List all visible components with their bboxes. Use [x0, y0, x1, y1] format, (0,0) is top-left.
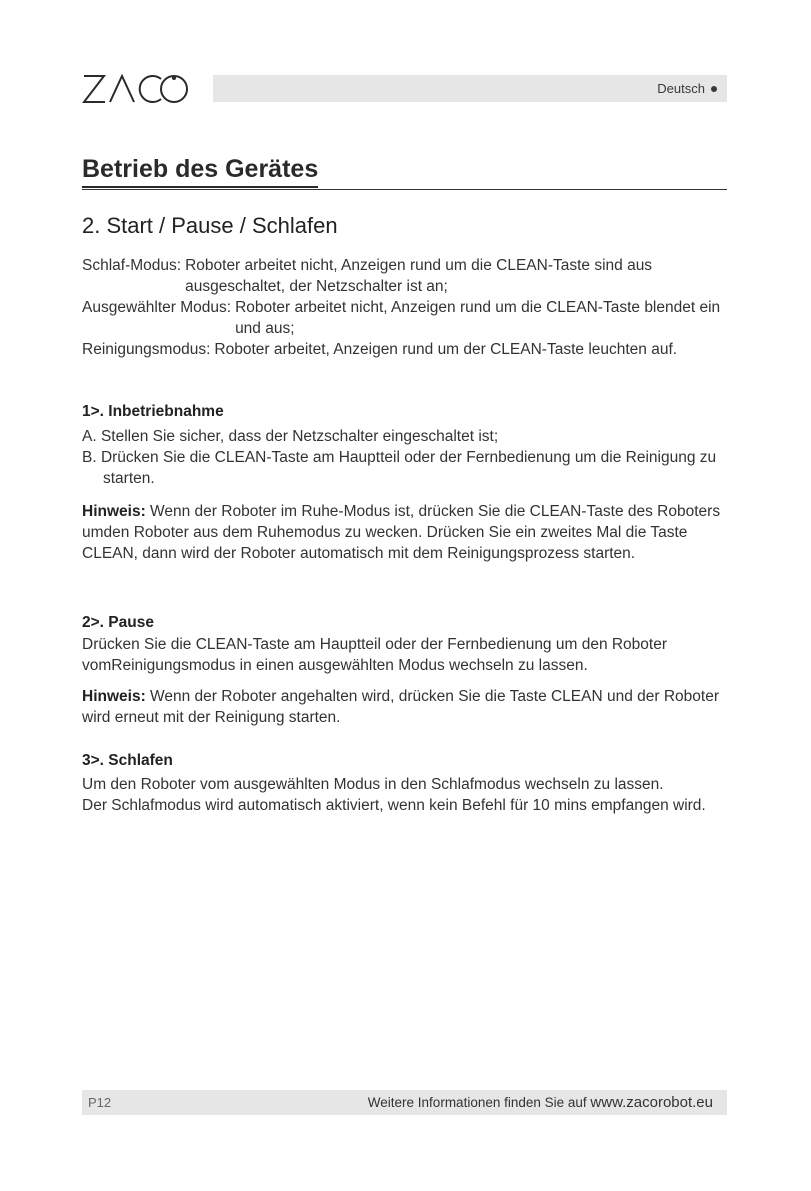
footer-info	[368, 1094, 713, 1111]
mode-row-selected	[82, 297, 732, 339]
mode-label: Ausgewählter Modus:	[82, 299, 232, 316]
hint-label: Hinweis:	[82, 688, 146, 705]
pause-heading: 2>. Pause	[82, 614, 154, 631]
footer-info-text: Weitere Informationen finden Sie auf	[367, 1095, 591, 1110]
step-a: A. Stellen Sie sicher, dass der Netzschalter eingeschaltet ist;	[82, 428, 499, 445]
mode-list	[82, 255, 732, 360]
title-rule	[82, 153, 727, 190]
zaco-logo	[82, 70, 192, 106]
hint-label: Hinweis:	[82, 503, 146, 520]
page-number: P12	[88, 1095, 112, 1110]
sleep-heading: 3>. Schlafen	[82, 752, 173, 769]
header-bar	[213, 75, 727, 102]
mode-text: Roboter arbeitet nicht, Anzeigen rund um die CLEAN-Taste blendet ein und aus;	[235, 299, 721, 337]
zaco-logo-icon	[82, 70, 192, 106]
hint-text: Wenn der Roboter im Ruhe-Modus ist, drücken Sie die CLEAN-Taste des Roboters umden Roboter aus dem Ruhemodus zu wecken. Drücken Sie ein zweites Mal die Taste CLEAN, dann wird der Roboter automatisch mit dem Reinigungsprozess starten.	[82, 503, 721, 562]
website-link[interactable]: www.zacorobot.eu	[590, 1094, 713, 1111]
start-hint	[82, 501, 732, 564]
mode-row-sleep	[82, 255, 732, 297]
sleep-text-1: Um den Roboter vom ausgewählten Modus in den Schlafmodus wechseln zu lassen.	[82, 776, 664, 793]
sleep-text-2: Der Schlafmodus wird automatisch aktiviert, wenn kein Befehl für 10 mins empfangen wird.	[82, 797, 706, 814]
sleep-text	[82, 774, 732, 816]
start-steps	[82, 426, 732, 489]
hint-text: Wenn der Roboter angehalten wird, drücken Sie die Taste CLEAN und der Roboter wird erneut mit der Reinigung starten.	[82, 688, 719, 726]
start-heading: 1>. Inbetriebnahme	[82, 403, 224, 420]
pause-text: Drücken Sie die CLEAN-Taste am Hauptteil oder der Fernbedienung um den Roboter vomReinigungsmodus in einen ausgewählten Modus wechseln zu lassen.	[82, 636, 668, 674]
mode-text: Roboter arbeitet, Anzeigen rund um der CLEAN-Taste leuchten auf.	[214, 341, 678, 358]
section-heading: 2. Start / Pause / Schlafen	[82, 213, 338, 238]
mode-label: Schlaf-Modus:	[82, 257, 182, 274]
page-title: Betrieb des Gerätes	[82, 153, 318, 188]
language-indicator	[657, 81, 717, 96]
language-label: Deutsch	[657, 81, 705, 96]
bullet-icon	[711, 86, 717, 92]
footer-bar	[82, 1090, 727, 1115]
mode-row-cleaning	[82, 339, 732, 360]
mode-label: Reinigungsmodus:	[82, 341, 211, 358]
pause-hint	[82, 686, 732, 728]
step-b: B. Drücken Sie die CLEAN-Taste am Hauptteil oder der Fernbedienung um die Reinigung zu starten.	[82, 449, 717, 487]
mode-text: Roboter arbeitet nicht, Anzeigen rund um die CLEAN-Taste sind aus ausgeschaltet, der Netzschalter ist an;	[185, 257, 653, 295]
